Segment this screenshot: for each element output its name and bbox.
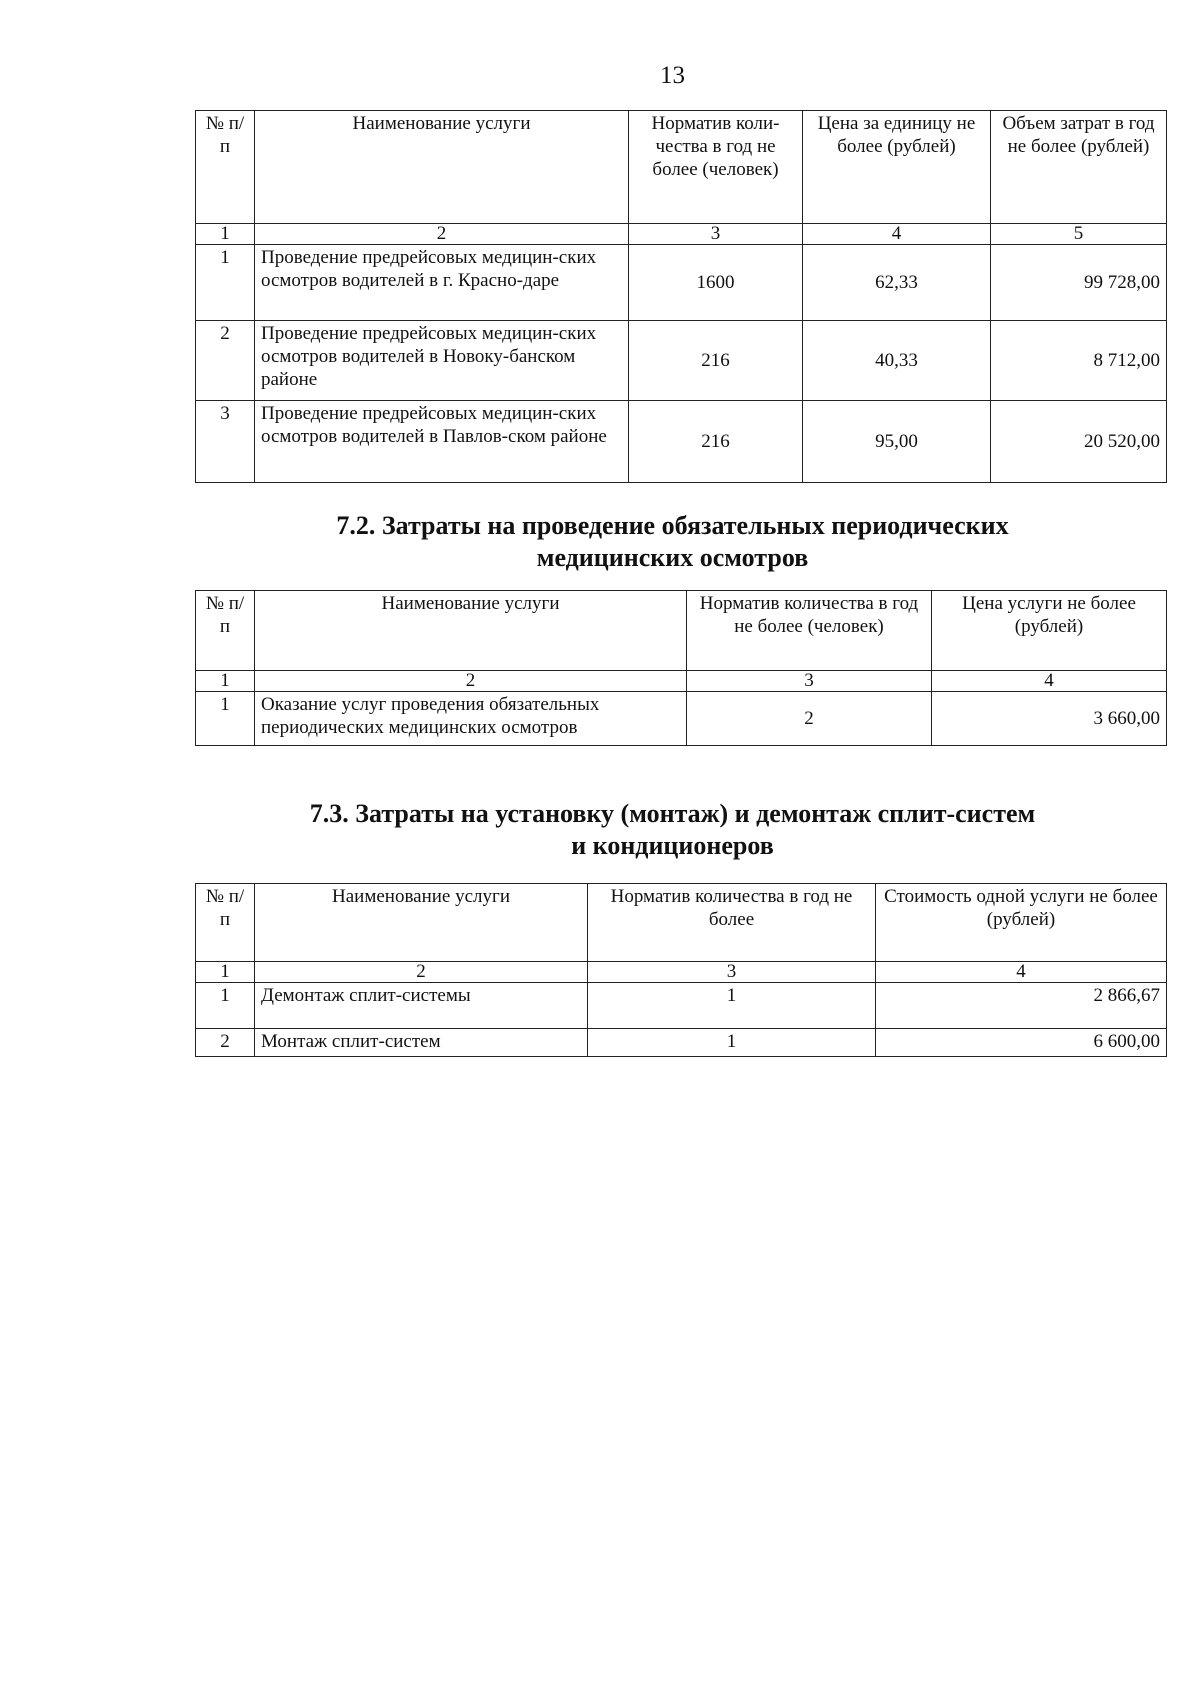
row-norm: 1	[588, 983, 876, 1029]
header-price: Стоимость одной услуги не более (рублей)	[876, 884, 1167, 962]
table-header-row	[196, 591, 1167, 671]
header-name: Наименование услуги	[255, 884, 588, 962]
header-norm: Норматив количества в год не более (человек)	[687, 591, 932, 671]
header-num: № п/п	[196, 591, 255, 671]
section-title-line: медицинских осмотров	[536, 543, 809, 572]
header-num: № п/п	[196, 111, 255, 224]
table-row	[196, 245, 1167, 321]
header-price: Цена за единицу не более (рублей)	[803, 111, 991, 224]
row-volume: 8 712,00	[991, 321, 1167, 401]
row-price: 40,33	[803, 321, 991, 401]
section-title-7-3	[0, 798, 1200, 862]
row-price: 95,00	[803, 401, 991, 483]
section-title-line: и кондиционеров	[571, 831, 774, 860]
row-price: 6 600,00	[876, 1029, 1167, 1057]
index-cell: 1	[196, 224, 255, 245]
table-header-row	[196, 884, 1167, 962]
section-title-line: 7.2. Затраты на проведение обязательных периодических	[336, 511, 1009, 540]
row-norm: 2	[687, 692, 932, 746]
column-index-row	[196, 962, 1167, 983]
header-norm: Норматив коли-чества в год не более (человек)	[629, 111, 803, 224]
row-volume: 99 728,00	[991, 245, 1167, 321]
index-cell: 4	[876, 962, 1167, 983]
index-cell: 5	[991, 224, 1167, 245]
table-predreysovye-osmotry	[195, 110, 1167, 483]
row-norm: 216	[629, 321, 803, 401]
table-row	[196, 692, 1167, 746]
header-num: № п/п	[196, 884, 255, 962]
header-name: Наименование услуги	[255, 111, 629, 224]
header-price: Цена услуги не более (рублей)	[932, 591, 1167, 671]
section-title-7-2	[0, 510, 1200, 574]
row-num: 2	[196, 321, 255, 401]
page-number: 13	[660, 62, 685, 89]
row-name: Монтаж сплит-систем	[255, 1029, 588, 1057]
row-volume: 20 520,00	[991, 401, 1167, 483]
column-index-row	[196, 224, 1167, 245]
table-periodicheskie-osmotry	[195, 590, 1167, 746]
row-norm: 1	[588, 1029, 876, 1057]
header-norm: Норматив количества в год не более	[588, 884, 876, 962]
table-split-sistemy	[195, 883, 1167, 1057]
row-norm: 1600	[629, 245, 803, 321]
index-cell: 1	[196, 671, 255, 692]
row-name: Проведение предрейсовых медицин-ских осмотров водителей в Новоку-банском районе	[255, 321, 629, 401]
section-title-line: 7.3. Затраты на установку (монтаж) и демонтаж сплит-систем	[309, 799, 1036, 828]
table-header-row	[196, 111, 1167, 224]
row-norm: 216	[629, 401, 803, 483]
index-cell: 4	[803, 224, 991, 245]
row-name: Проведение предрейсовых медицин-ских осмотров водителей в г. Красно-даре	[255, 245, 629, 321]
index-cell: 4	[932, 671, 1167, 692]
column-index-row	[196, 671, 1167, 692]
index-cell: 1	[196, 962, 255, 983]
index-cell: 3	[629, 224, 803, 245]
row-name: Демонтаж сплит-системы	[255, 983, 588, 1029]
row-name: Проведение предрейсовых медицин-ских осмотров водителей в Павлов-ском районе	[255, 401, 629, 483]
table-row	[196, 401, 1167, 483]
header-name: Наименование услуги	[255, 591, 687, 671]
table-row	[196, 983, 1167, 1029]
row-num: 2	[196, 1029, 255, 1057]
row-num: 1	[196, 692, 255, 746]
row-name: Оказание услуг проведения обязательных периодических медицинских осмотров	[255, 692, 687, 746]
row-num: 3	[196, 401, 255, 483]
table-row	[196, 1029, 1167, 1057]
row-price: 2 866,67	[876, 983, 1167, 1029]
index-cell: 2	[255, 962, 588, 983]
row-price: 62,33	[803, 245, 991, 321]
row-price: 3 660,00	[932, 692, 1167, 746]
header-volume: Объем затрат в год не более (рублей)	[991, 111, 1167, 224]
index-cell: 2	[255, 671, 687, 692]
table-row	[196, 321, 1167, 401]
row-num: 1	[196, 983, 255, 1029]
index-cell: 2	[255, 224, 629, 245]
row-num: 1	[196, 245, 255, 321]
index-cell: 3	[687, 671, 932, 692]
index-cell: 3	[588, 962, 876, 983]
